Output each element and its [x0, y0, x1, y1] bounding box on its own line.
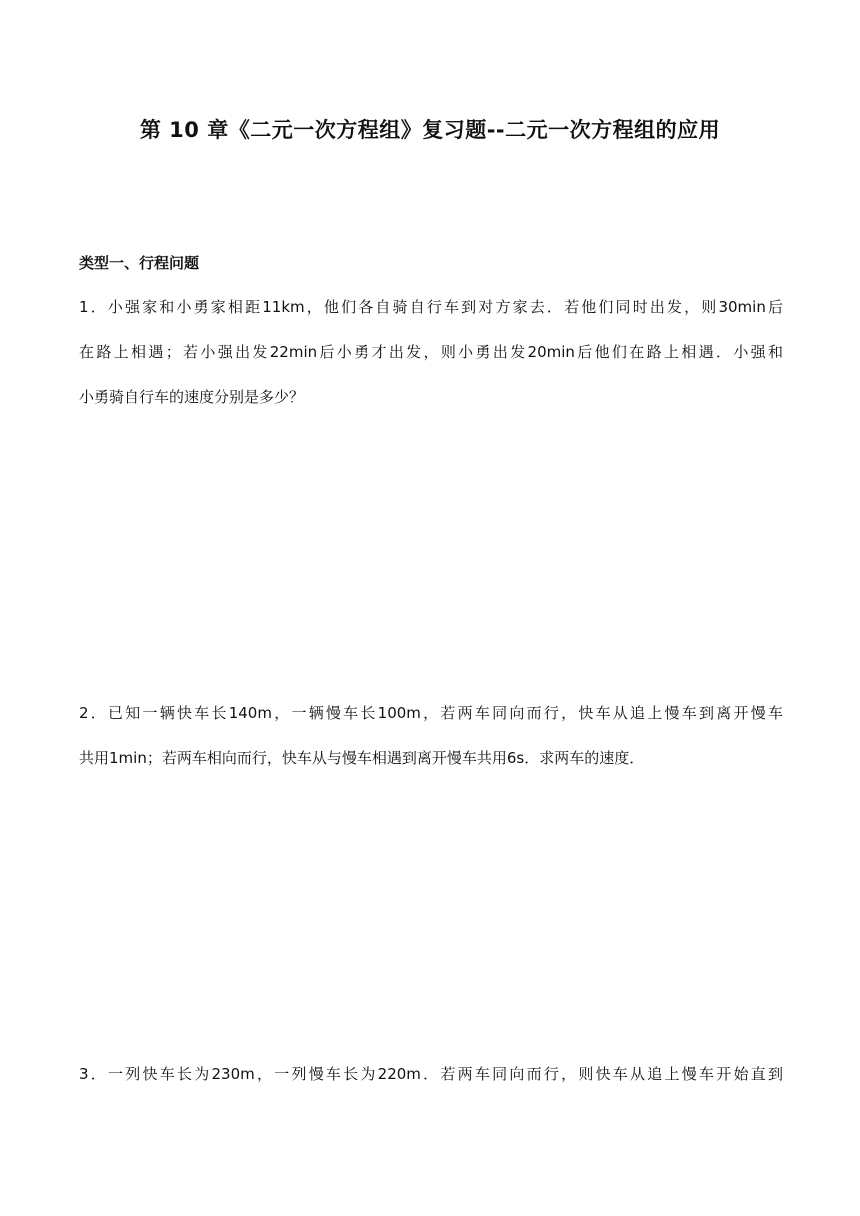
section-heading: 类型一、行程问题 [79, 254, 200, 272]
problem-1-line-2: 在路上相遇；若小强出发22min后小勇才出发，则小勇出发20min后他们在路上相遇．小强和 [79, 343, 783, 361]
problem-1-line-1: 1．小强家和小勇家相距11km，他们各自骑自行车到对方家去．若他们同时出发，则30min后 [79, 298, 783, 316]
document-title: 第 10 章《二元一次方程组》复习题--二元一次方程组的应用 [139, 118, 721, 142]
problem-1-line-3: 小勇骑自行车的速度分别是多少？ [79, 388, 305, 406]
problem-2-line-1: 2．已知一辆快车长140m，一辆慢车长100m，若两车同向而行，快车从追上慢车到离开慢车 [79, 704, 783, 722]
problem-2-line-2: 共用1min；若两车相向而行，快车从与慢车相遇到离开慢车共用6s．求两车的速度． [79, 749, 645, 767]
problem-3-line-1: 3．一列快车长为230m，一列慢车长为220m．若两车同向而行，则快车从追上慢车开始直到 [79, 1065, 783, 1083]
